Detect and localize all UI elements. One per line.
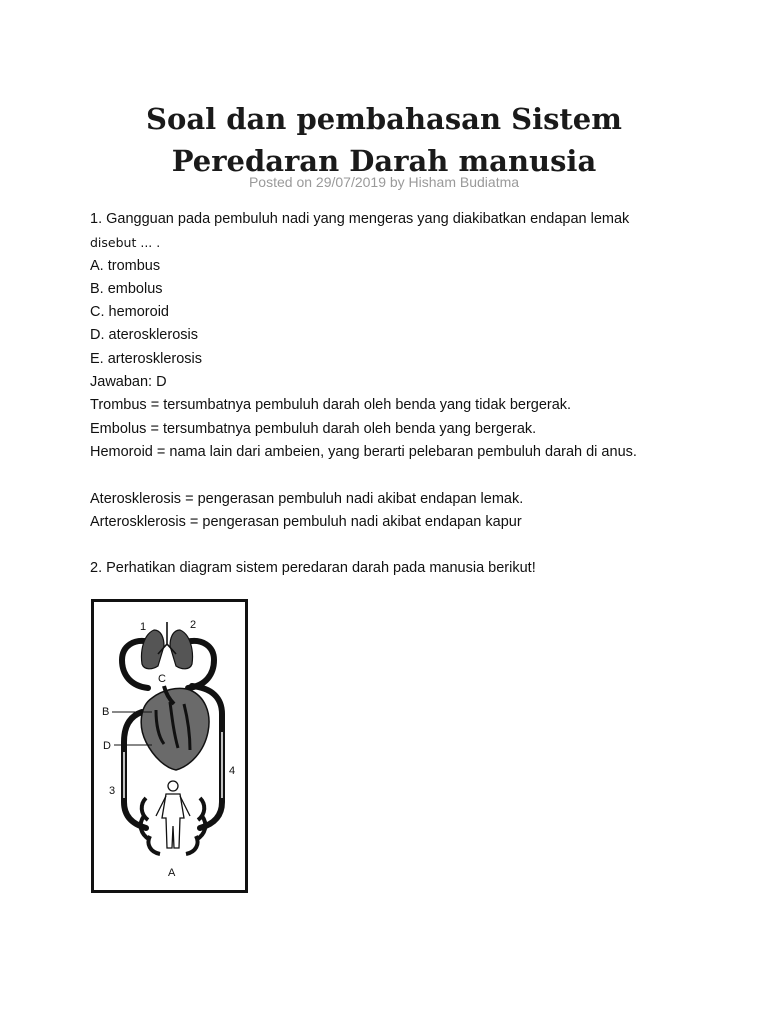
label-2: 2 [190,619,197,631]
article-body [90,208,730,581]
label-d: D [103,740,111,752]
label-c: C [158,673,166,685]
label-4: 4 [229,765,236,777]
lungs [142,622,193,669]
explanation-hemoroid: Hemoroid = nama lain dari ambeien, yang berarti pelebaran pembuluh darah di anus. [90,443,637,460]
post-meta: Posted on 29/07/2019 by Hisham Budiatma [248,174,520,190]
question-1-text: 1. Gangguan pada pembuluh nadi yang mengeras yang diakibatkan endapan lemak [90,211,630,227]
option-b: B. embolus [90,280,163,297]
explanation-trombus: Trombus = tersumbatnya pembuluh darah oleh benda yang tidak bergerak. [90,397,572,414]
label-3: 3 [109,785,116,797]
circulation-diagram [91,599,248,893]
heart [141,686,209,770]
option-a: A. trombus [90,257,161,274]
circulation-diagram-svg [94,602,245,890]
label-a: A [168,867,176,879]
option-e: E. arterosklerosis [90,350,203,367]
human-body [156,781,190,848]
question-1-text-cont: disebut ... . [90,235,161,251]
explanation-arterosklerosis: Arterosklerosis = pengerasan pembuluh nadi akibat endapan kapur [90,513,522,530]
spacer [90,534,730,557]
explanation-embolus: Embolus = tersumbatnya pembuluh darah oleh benda yang bergerak. [90,420,537,437]
label-1: 1 [140,621,147,633]
option-d: D. aterosklerosis [90,327,198,344]
explanation-aterosklerosis: Aterosklerosis = pengerasan pembuluh nadi akibat endapan lemak. [90,490,524,507]
option-c: C. hemoroid [90,304,169,321]
label-b: B [102,706,110,718]
page-title: Soal dan pembahasan Sistem Peredaran Darah manusia [146,102,622,178]
spacer [90,464,730,487]
question-2-text: 2. Perhatikan diagram sistem peredaran darah pada manusia berikut! [90,560,536,577]
answer: Jawaban: D [90,374,167,391]
